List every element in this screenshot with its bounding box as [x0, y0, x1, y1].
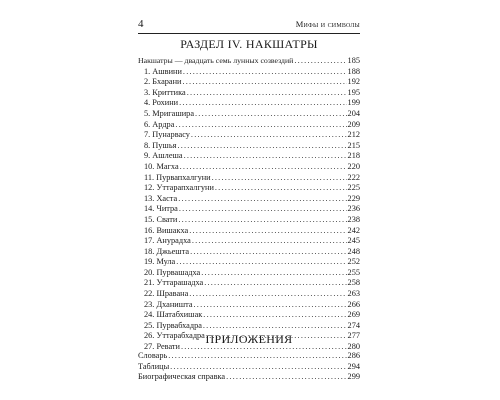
- toc-label: 8. Пушья: [144, 140, 177, 150]
- leader-dots: [179, 204, 347, 215]
- toc-page-number: 225: [347, 183, 360, 193]
- toc-row: [138, 67, 360, 78]
- toc-row: [138, 88, 360, 99]
- toc-page-number: 199: [347, 98, 360, 108]
- toc-label: 27. Ревати: [144, 342, 180, 352]
- toc-page-number: 274: [347, 320, 360, 330]
- toc-label: 3. Криттика: [144, 87, 186, 97]
- toc-page-number: 248: [347, 246, 360, 256]
- toc-page-number: 255: [347, 267, 360, 277]
- leader-dots: [183, 67, 347, 78]
- toc-label: 2. Бхарани: [144, 77, 182, 87]
- toc-label: Словарь: [138, 351, 168, 360]
- toc-label: 1. Ашвини: [144, 66, 182, 76]
- toc-page-number: 252: [347, 257, 360, 267]
- leader-dots: [187, 88, 347, 99]
- toc-label: 20. Пурвашадха: [144, 267, 201, 277]
- toc-page-number: 222: [347, 172, 360, 182]
- toc-label: 22. Шравана: [144, 289, 189, 299]
- appendices-list: [138, 351, 360, 383]
- toc-page-number: 188: [347, 66, 360, 76]
- leader-dots: [168, 351, 346, 362]
- toc-label: 6. Ардра: [144, 119, 175, 129]
- leader-dots: [204, 278, 346, 289]
- appendices-title: ПРИЛОЖЕНИЯ: [205, 332, 293, 346]
- leader-dots: [176, 257, 346, 268]
- toc-label: 7. Пунарвасу: [144, 130, 190, 140]
- page-number: 4: [138, 18, 144, 30]
- leader-dots: [170, 362, 346, 373]
- toc-row: [138, 141, 360, 152]
- leader-dots: [189, 289, 346, 300]
- toc-label: 17. Анурадха: [144, 236, 191, 246]
- section-title: РАЗДЕЛ IV. НАКШАТРЫ: [180, 37, 318, 51]
- toc-row: [138, 236, 360, 247]
- toc-row: [138, 300, 360, 311]
- leader-dots: [177, 141, 346, 152]
- leader-dots: [175, 120, 346, 131]
- toc-label: 13. Хаста: [144, 193, 178, 203]
- toc-page-number: 220: [347, 161, 360, 171]
- toc-row: [138, 351, 360, 362]
- toc-row: [138, 77, 360, 88]
- toc-page-number: 269: [347, 310, 360, 320]
- toc-label: 14. Читра: [144, 204, 178, 214]
- toc-label: 16. Вишакха: [144, 225, 189, 235]
- toc-row: [138, 204, 360, 215]
- toc-page-number: 280: [347, 342, 360, 352]
- toc-row: [138, 278, 360, 289]
- toc-row: [138, 247, 360, 258]
- leader-dots: [190, 247, 346, 258]
- toc-row: [138, 362, 360, 373]
- toc-row: [138, 268, 360, 279]
- toc-label: 12. Уттарапхалгуни: [144, 183, 214, 193]
- toc-label: Таблицы: [138, 361, 170, 371]
- leader-dots: [294, 56, 346, 67]
- toc-page-number: 209: [347, 119, 360, 129]
- toc-row: [138, 183, 360, 194]
- leader-dots: [195, 109, 347, 120]
- toc-label: 15. Свати: [144, 214, 178, 224]
- toc-page-number: 238: [347, 214, 360, 224]
- header-rule: [138, 33, 360, 34]
- toc-page-number: 263: [347, 289, 360, 299]
- table-of-contents: [138, 56, 360, 353]
- toc-label: 21. Уттарашадха: [144, 278, 204, 288]
- book-page: [138, 12, 360, 394]
- leader-dots: [192, 236, 347, 247]
- toc-row: [138, 120, 360, 131]
- toc-page-number: 218: [347, 151, 360, 161]
- leader-dots: [184, 151, 347, 162]
- toc-page-number: 236: [347, 204, 360, 214]
- leader-dots: [191, 130, 347, 141]
- leader-dots: [226, 372, 346, 383]
- toc-row: [138, 162, 360, 173]
- toc-row: [138, 98, 360, 109]
- toc-page-number: 258: [347, 278, 360, 288]
- toc-label: 26. Уттарабхадра: [144, 331, 205, 341]
- toc-page-number: 212: [347, 130, 360, 140]
- toc-page-number: 286: [347, 351, 360, 360]
- toc-label: 5. Мригашира: [144, 108, 195, 118]
- toc-row: [138, 130, 360, 141]
- toc-page-number: 195: [347, 87, 360, 97]
- toc-page-number: 204: [347, 108, 360, 118]
- toc-label: 25. Пурвабхадра: [144, 320, 202, 330]
- toc-row: [138, 151, 360, 162]
- toc-label: 18. Джьешта: [144, 246, 190, 256]
- toc-label: 10. Магха: [144, 161, 179, 171]
- leader-dots: [179, 98, 346, 109]
- leader-dots: [203, 321, 347, 332]
- leader-dots: [178, 215, 346, 226]
- toc-page-number: 266: [347, 299, 360, 309]
- toc-row: [138, 289, 360, 300]
- toc-page-number: 242: [347, 225, 360, 235]
- toc-label: 9. Ашлеша: [144, 151, 183, 161]
- leader-dots: [194, 300, 347, 311]
- toc-row: [138, 226, 360, 237]
- toc-page-number: 245: [347, 236, 360, 246]
- toc-row: [138, 194, 360, 205]
- leader-dots: [203, 310, 346, 321]
- running-title: Мифы и символы: [295, 19, 360, 29]
- toc-page-number: 192: [347, 77, 360, 87]
- toc-page-number: 229: [347, 193, 360, 203]
- leader-dots: [180, 162, 347, 173]
- toc-label: 19. Мула: [144, 257, 176, 267]
- toc-label: 24. Шатабхишак: [144, 310, 203, 320]
- toc-row: [138, 372, 360, 383]
- toc-row: [138, 215, 360, 226]
- leader-dots: [189, 226, 346, 237]
- leader-dots: [183, 77, 347, 88]
- toc-label: 4. Рохини: [144, 98, 179, 108]
- running-head: [138, 18, 360, 32]
- toc-label: Накшатры — двадцать семь лунных созвездий: [138, 56, 294, 65]
- toc-page-number: 299: [347, 372, 360, 382]
- toc-row-intro: [138, 56, 360, 67]
- toc-label: 11. Пурвапхалгуни: [144, 172, 211, 182]
- toc-page-number: 185: [347, 56, 360, 65]
- leader-dots: [212, 173, 347, 184]
- toc-page-number: 294: [347, 361, 360, 371]
- toc-label: Биографическая справка: [138, 372, 226, 382]
- toc-row: [138, 257, 360, 268]
- toc-label: 23. Дханишта: [144, 299, 193, 309]
- toc-row: [138, 109, 360, 120]
- toc-page-number: 277: [347, 331, 360, 341]
- toc-page-number: 215: [347, 140, 360, 150]
- leader-dots: [201, 268, 346, 279]
- leader-dots: [215, 183, 347, 194]
- toc-row: [138, 173, 360, 184]
- leader-dots: [178, 194, 346, 205]
- toc-row: [138, 310, 360, 321]
- toc-row: [138, 321, 360, 332]
